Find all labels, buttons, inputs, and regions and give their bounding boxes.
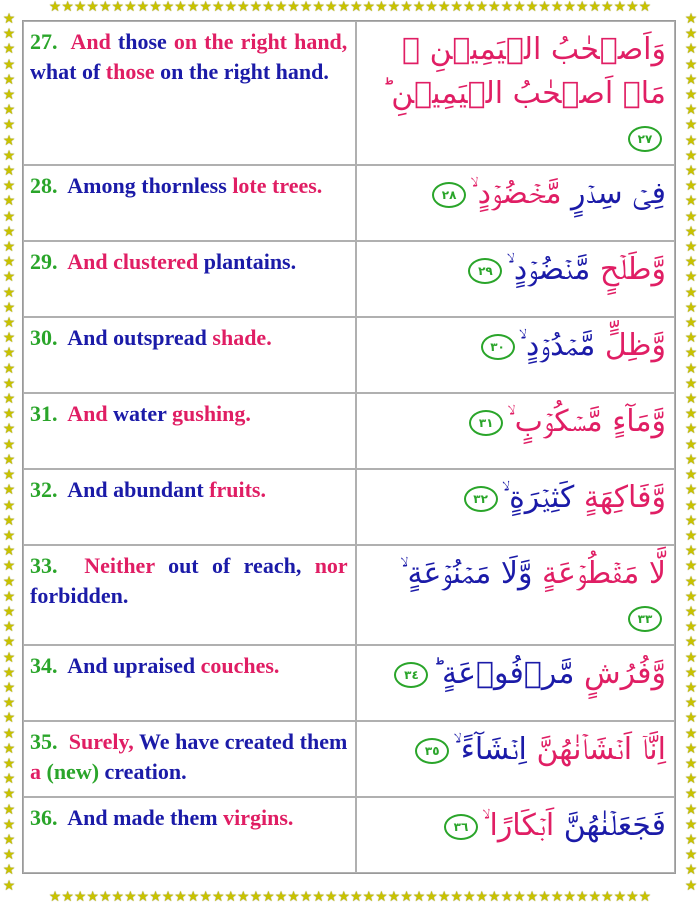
translation-segment: out of reach,: [154, 553, 315, 578]
arabic-segment: مَّنۡضُوۡدٍ ۙ: [506, 252, 591, 287]
ayah-end-marker-icon: ٢٩: [468, 258, 502, 284]
arabic-segment: اِنَّاۤ اَنۡشَاۡنٰهُنَّ: [526, 732, 666, 767]
translation-segment: And upraised: [67, 653, 201, 678]
verse-row: [23, 545, 675, 645]
arabic-segment: وَّلَا مَمۡنُوۡعَةٍ ۙ: [399, 556, 533, 591]
translation-segment: nor: [314, 553, 348, 578]
translation-segment: And made them: [67, 805, 224, 830]
translation-segment: lote trees.: [232, 173, 323, 198]
arabic-segment: وَّفُرُشٍ: [574, 656, 666, 691]
ayah-end-marker-icon: ٣٥: [415, 738, 449, 764]
verse-number: 27.: [30, 29, 58, 54]
translation-segment: those: [105, 59, 155, 84]
translation-segment: fruits.: [209, 477, 266, 502]
star-border-bottom: ★★★★★★★★★★★★★★★★★★★★★★★★★★★★★★★★★★★★★★★★★★★★★★★★: [48, 890, 652, 905]
translation-segment: forbidden.: [30, 583, 129, 608]
arabic-segment: مَّرۡفُوۡعَةٍ ؕ: [432, 656, 575, 691]
arabic-segment: وَّطَلۡحٍ: [590, 252, 666, 287]
ayah-end-marker-icon: ٣٣: [628, 606, 662, 632]
arabic-segment: وَّمَآءٍ: [602, 404, 666, 439]
verse-translation-cell: [23, 393, 356, 469]
arabic-segment: فِىۡ سِدۡرٍ: [561, 176, 666, 211]
verse-arabic-cell: [356, 317, 675, 393]
translation-segment: We have created them: [133, 729, 348, 754]
verse-arabic-cell: [356, 393, 675, 469]
arabic-segment: اَبۡكَارًا ۙ: [481, 808, 555, 843]
translation-segment: what of: [30, 59, 106, 84]
translation-segment: And abundant: [67, 477, 210, 502]
verse-arabic-cell: [356, 545, 675, 645]
verse-arabic-cell: [356, 721, 675, 797]
translation-segment: Surely,: [68, 729, 134, 754]
translation-segment: And: [67, 401, 108, 426]
arabic-segment: مَّخۡضُوۡدٍ ۙ: [470, 176, 562, 211]
translation-segment: those: [110, 29, 174, 54]
translation-segment: And: [67, 249, 108, 274]
translation-segment: a: [30, 759, 41, 784]
ayah-end-marker-icon: ٢٨: [432, 182, 466, 208]
verse-row: [23, 645, 675, 721]
verse-translation-cell: [23, 797, 356, 873]
translation-segment: on the right hand,: [173, 29, 348, 54]
arabic-segment: مَّسۡكُوۡبٍ ۙ: [507, 404, 603, 439]
verse-number: 34.: [30, 653, 58, 678]
verse-row: [23, 469, 675, 545]
verse-number: 29.: [30, 249, 58, 274]
translation-segment: couches.: [200, 653, 280, 678]
arabic-segment: مَّمۡدُوۡدٍ ۙ: [518, 328, 596, 363]
star-border-left: ★ ★ ★ ★ ★ ★ ★ ★ ★ ★ ★ ★ ★ ★ ★ ★ ★ ★ ★ ★ ★ ★ ★ ★ ★ ★ ★ ★ ★ ★ ★ ★ ★ ★ ★ ★ ★ ★ ★ ★ ★ ★ ★ ★ ★ ★ ★ ★ ★ ★ ★ ★ ★ ★ ★ ★ ★ ★: [2, 12, 16, 894]
verse-translation-cell: [23, 721, 356, 797]
translation-segment: plantains.: [198, 249, 297, 274]
verse-number: 33.: [30, 553, 58, 578]
arabic-segment: كَثِيۡرَةٍ ۙ: [501, 480, 575, 515]
verse-number: 31.: [30, 401, 58, 426]
translation-segment: on the right hand.: [154, 59, 329, 84]
verse-row: [23, 797, 675, 873]
verse-arabic-cell: [356, 21, 675, 165]
verse-arabic-cell: [356, 469, 675, 545]
translation-segment: Neither: [84, 553, 155, 578]
verse-arabic-cell: [356, 797, 675, 873]
translation-segment: Among thornless: [67, 173, 233, 198]
ayah-end-marker-icon: ٣٢: [464, 486, 498, 512]
translation-segment: And: [70, 29, 111, 54]
arabic-segment: وَّفَاكِهَةٍ: [574, 480, 666, 515]
translation-segment: And outspread: [67, 325, 213, 350]
verse-translation-cell: [23, 645, 356, 721]
verse-translation-cell: [23, 21, 356, 165]
ayah-end-marker-icon: ٣٦: [444, 814, 478, 840]
verse-translation-cell: [23, 469, 356, 545]
verse-row: [23, 317, 675, 393]
translation-segment: clustered: [107, 249, 199, 274]
translation-segment: creation.: [104, 759, 187, 784]
verse-row: [23, 393, 675, 469]
ayah-end-marker-icon: ٣٠: [481, 334, 515, 360]
arabic-segment: فَجَعَلۡنٰهُنَّ: [554, 808, 666, 843]
ayah-end-marker-icon: ٣١: [469, 410, 503, 436]
verse-arabic-cell: [356, 645, 675, 721]
translation-segment: virgins.: [223, 805, 294, 830]
arabic-segment: لَّا مَقۡطُوۡعَةٍ: [532, 556, 666, 591]
verse-number: 28.: [30, 173, 58, 198]
star-border-right: ★ ★ ★ ★ ★ ★ ★ ★ ★ ★ ★ ★ ★ ★ ★ ★ ★ ★ ★ ★ ★ ★ ★ ★ ★ ★ ★ ★ ★ ★ ★ ★ ★ ★ ★ ★ ★ ★ ★ ★ ★ ★ ★ ★ ★ ★ ★ ★ ★ ★ ★ ★ ★ ★ ★ ★ ★ ★: [684, 12, 698, 894]
translation-segment: shade.: [212, 325, 272, 350]
verse-translation-cell: [23, 545, 356, 645]
verse-number: 32.: [30, 477, 58, 502]
translation-segment: gushing.: [172, 401, 251, 426]
verse-row: [23, 21, 675, 165]
verse-translation-cell: [23, 165, 356, 241]
verses-table-body: [23, 21, 675, 873]
verses-table: [22, 20, 676, 874]
arabic-segment: اِنۡشَآءً ۙ: [453, 732, 527, 767]
verse-number: 35.: [30, 729, 58, 754]
verse-number: 30.: [30, 325, 58, 350]
ayah-end-marker-icon: ٣٤: [394, 662, 428, 688]
verse-arabic-cell: [356, 165, 675, 241]
verse-row: [23, 241, 675, 317]
ayah-end-marker-icon: ٢٧: [628, 126, 662, 152]
arabic-segment: وَاَصۡحٰبُ الۡيَمِيۡنِ ۙ مَاۤ اَصۡحٰبُ الۡيَمِيۡنِ ؕ: [381, 32, 666, 111]
verse-number: 36.: [30, 805, 58, 830]
arabic-segment: وَّظِلٍّ: [595, 328, 666, 363]
translation-segment: water: [107, 401, 173, 426]
translation-segment: (new): [41, 759, 105, 784]
verse-translation-cell: [23, 317, 356, 393]
verse-translation-cell: [23, 241, 356, 317]
verse-row: [23, 721, 675, 797]
verse-arabic-cell: [356, 241, 675, 317]
star-border-top: ★★★★★★★★★★★★★★★★★★★★★★★★★★★★★★★★★★★★★★★★★★★★★★★★: [48, 0, 652, 15]
verse-row: [23, 165, 675, 241]
